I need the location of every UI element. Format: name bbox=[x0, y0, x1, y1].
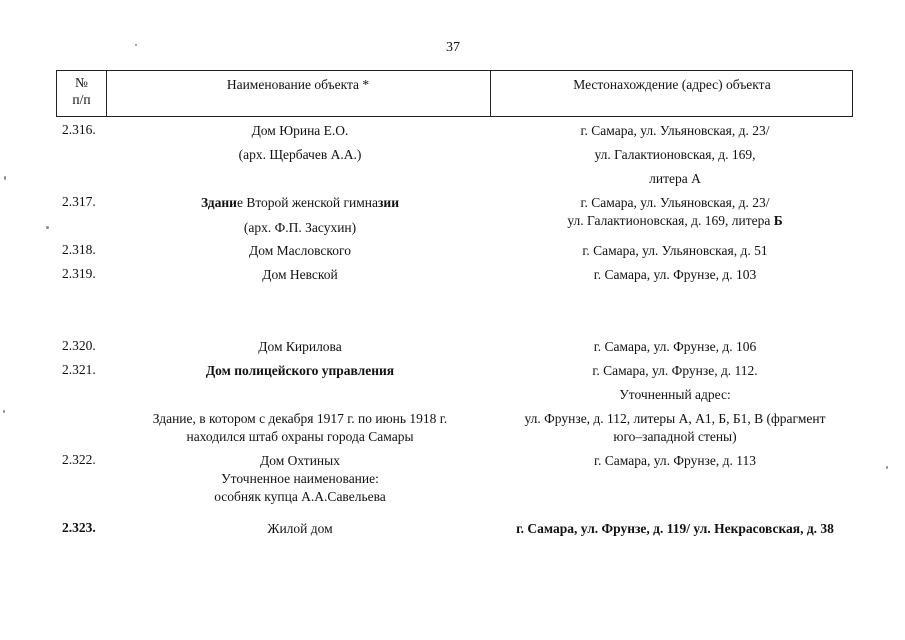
object-address: ул. Галактионовская, д. 169, bbox=[594, 147, 756, 162]
object-address: г. Самара, ул. Ульяновская, д. 23/ bbox=[580, 195, 770, 210]
row-number: 2.323. bbox=[62, 520, 96, 535]
address-regular: ул. Галактионовская, д. 169, литера bbox=[567, 213, 774, 228]
object-address: г. Самара, ул. Ульяновская, д. 23/ bbox=[580, 123, 770, 138]
object-address bbox=[490, 212, 860, 229]
object-name bbox=[120, 362, 480, 379]
row-number: 2.322. bbox=[62, 452, 96, 467]
header-number bbox=[57, 74, 106, 108]
name-bold: Здани bbox=[201, 195, 237, 210]
object-name: Жилой дом bbox=[267, 521, 333, 536]
row-number: 2.321. bbox=[62, 362, 96, 377]
row-number: 2.319. bbox=[62, 266, 96, 281]
object-address: литера А bbox=[649, 171, 701, 186]
scan-speck bbox=[46, 226, 49, 229]
row-number: 2.318. bbox=[62, 242, 96, 257]
object-architect: (арх. Щербачев А.А.) bbox=[238, 147, 362, 162]
header-number-line2: п/п bbox=[72, 92, 91, 107]
object-name-refined: Здание, в котором с декабря 1917 г. по июнь 1918 г. bbox=[152, 411, 448, 426]
scan-speck bbox=[4, 176, 6, 180]
name-bold: зии bbox=[378, 195, 399, 210]
table-header bbox=[56, 70, 853, 117]
name-bold: ления bbox=[357, 363, 395, 378]
object-address-refined: юго–западной стены) bbox=[613, 429, 737, 444]
object-address: г. Самара, ул. Фрунзе, д. 113 bbox=[594, 453, 756, 468]
object-address: г. Самара, ул. Фрунзе, д. 103 bbox=[593, 267, 757, 282]
row-number: 2.317. bbox=[62, 194, 96, 209]
object-address: г. Самара, ул. Фрунзе, д. 106 bbox=[593, 339, 757, 354]
object-architect: (арх. Ф.П. Засухин) bbox=[243, 220, 357, 235]
header-name: Наименование объекта * bbox=[226, 77, 370, 92]
object-name: Дом Охтиных bbox=[260, 453, 340, 468]
name-regular: е Второй женской гимна bbox=[236, 195, 378, 210]
object-name: Дом Юрина Е.О. bbox=[251, 123, 349, 138]
name-bold: Дом полицейского управ bbox=[205, 363, 358, 378]
row-number: 2.316. bbox=[62, 122, 96, 137]
object-name-refined-label: Уточненное наименование: bbox=[221, 471, 379, 486]
address-bold: Б bbox=[773, 213, 783, 228]
object-address: Уточненный адрес: bbox=[619, 387, 731, 402]
object-name: Дом Масловского bbox=[249, 243, 351, 258]
object-address: г. Самара, ул. Ульяновская, д. 51 bbox=[582, 243, 768, 258]
scan-speck bbox=[886, 466, 888, 469]
object-name: Дом Невской bbox=[262, 267, 338, 282]
object-name: Дом Кирилова bbox=[258, 339, 342, 354]
header-number-line1: № bbox=[75, 75, 88, 90]
object-name-refined: находился штаб охраны города Самары bbox=[186, 429, 414, 444]
object-address: г. Самара, ул. Фрунзе, д. 119/ ул. Некрасовская, д. 38 bbox=[516, 521, 834, 536]
object-address: г. Самара, ул. Фрунзе, д. 112. bbox=[592, 363, 758, 378]
scan-speck bbox=[135, 44, 137, 46]
page-number: 37 bbox=[446, 40, 460, 55]
header-address: Местонахождение (адрес) объекта bbox=[573, 77, 771, 92]
row-number: 2.320. bbox=[62, 338, 96, 353]
scan-speck bbox=[3, 410, 5, 413]
object-name-refined: особняк купца А.А.Савельева bbox=[214, 489, 386, 504]
object-address-refined: ул. Фрунзе, д. 112, литеры А, А1, Б, Б1, В (фрагмент bbox=[524, 411, 826, 426]
object-name bbox=[120, 194, 480, 211]
